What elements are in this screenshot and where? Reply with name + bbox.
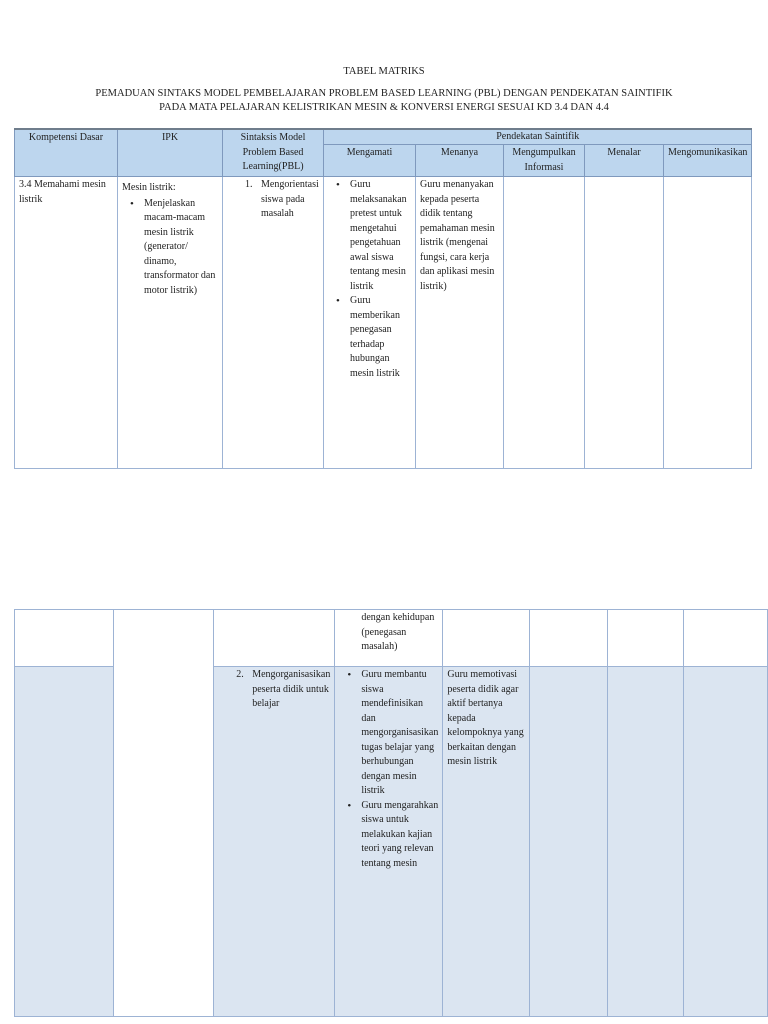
document-subtitle-line-1: PEMADUAN SINTAKS MODEL PEMBELAJARAN PROBLEM BASED LEARNING (PBL) DENGAN PENDEKATAN SAINTIFIK (95, 88, 673, 99)
cell-ipk-merged (113, 610, 214, 1017)
header-menanya: Menanya (416, 145, 504, 177)
ipk-heading: Mesin listrik: (122, 182, 176, 193)
cell-mengamati (335, 667, 443, 1017)
cell-mengumpulkan-informasi (530, 610, 608, 667)
mengamati-list (328, 178, 411, 381)
header-mengumpulkan-informasi: Mengumpulkan Informasi (504, 145, 585, 177)
step-label: Mengorganisasikan peserta didik untuk belajar (252, 669, 331, 709)
mengamati-list (339, 668, 438, 871)
cell-kompetensi-dasar (15, 667, 114, 1017)
cell-kompetensi-dasar (15, 610, 114, 667)
cell-mengomunikasikan (683, 667, 767, 1017)
cell-menalar (607, 667, 683, 1017)
header-ipk: IPK (118, 129, 223, 177)
cell-kompetensi-dasar: 3.4 Memahami mesin listrik (15, 177, 118, 469)
document-subtitle-line-2: PADA MATA PELAJARAN KELISTRIKAN MESIN & KONVERSI ENERGI SESUAI KD 3.4 DAN 4.4 (159, 102, 609, 113)
cell-mengomunikasikan (683, 610, 767, 667)
header-menalar: Menalar (585, 145, 664, 177)
cell-sintaksis (214, 610, 335, 667)
header-sintaksis: Sintaksis Model Problem Based Learning(PBL) (223, 129, 324, 177)
step-number: 1. (245, 179, 253, 190)
cell-menanya: Guru memotivasi peserta didik agar aktif bertanya kepada kelompoknya yang berkaitan dengan mesin listrik (443, 667, 530, 1017)
list-item: • Menjelaskan macam-macam mesin listrik (generator/ dinamo, transformator dan motor listrik) (122, 197, 218, 299)
cell-ipk (118, 177, 223, 469)
ipk-list (122, 197, 218, 299)
cell-menanya (443, 610, 530, 667)
header-mengamati: Mengamati (324, 145, 416, 177)
cell-mengumpulkan-informasi (504, 177, 585, 469)
cell-sintaksis (223, 177, 324, 469)
header-mengomunikasikan: Mengomunikasikan (664, 145, 752, 177)
cell-menalar (585, 177, 664, 469)
list-item: • Guru melaksanakan pretest untuk mengetahui pengetahuan awal siswa tentang mesin listrik (328, 178, 411, 294)
cell-menalar (607, 610, 683, 667)
cell-mengamati-continued: dengan kehidupan (penegasan masalah) (335, 610, 443, 667)
step-label: Mengorientasi siswa pada masalah (261, 179, 319, 219)
cell-menanya: Guru menanyakan kepada peserta didik tentang pemahaman mesin listrik (mengenai fungsi, cara kerja dan aplikasi mesin listrik) (416, 177, 504, 469)
list-item: • Guru mengarahkan siswa untuk melakukan kajian teori yang relevan tentang mesin (339, 799, 438, 872)
table-row (15, 177, 752, 469)
cell-mengomunikasikan (664, 177, 752, 469)
cell-mengumpulkan-informasi (530, 667, 608, 1017)
list-item: • Guru memberikan penegasan terhadap hubungan mesin listrik (328, 294, 411, 381)
list-item (227, 178, 319, 222)
matrix-table-page-2 (14, 609, 768, 1017)
header-row-top (15, 129, 752, 145)
step-number: 2. (236, 669, 244, 680)
cell-sintaksis (214, 667, 335, 1017)
table-row (15, 610, 768, 667)
header-kompetensi-dasar: Kompetensi Dasar (15, 129, 118, 177)
header-pendekatan-saintifik: Pendekatan Saintifik (324, 129, 752, 145)
list-item: • Guru membantu siswa mendefinisikan dan mengorganisasikan tugas belajar yang berhubungan dengan mesin listrik (339, 668, 438, 799)
cell-mengamati (324, 177, 416, 469)
document-title: TABEL MATRIKS (343, 66, 425, 77)
matrix-table-page-1 (14, 128, 752, 469)
list-item (218, 668, 330, 712)
